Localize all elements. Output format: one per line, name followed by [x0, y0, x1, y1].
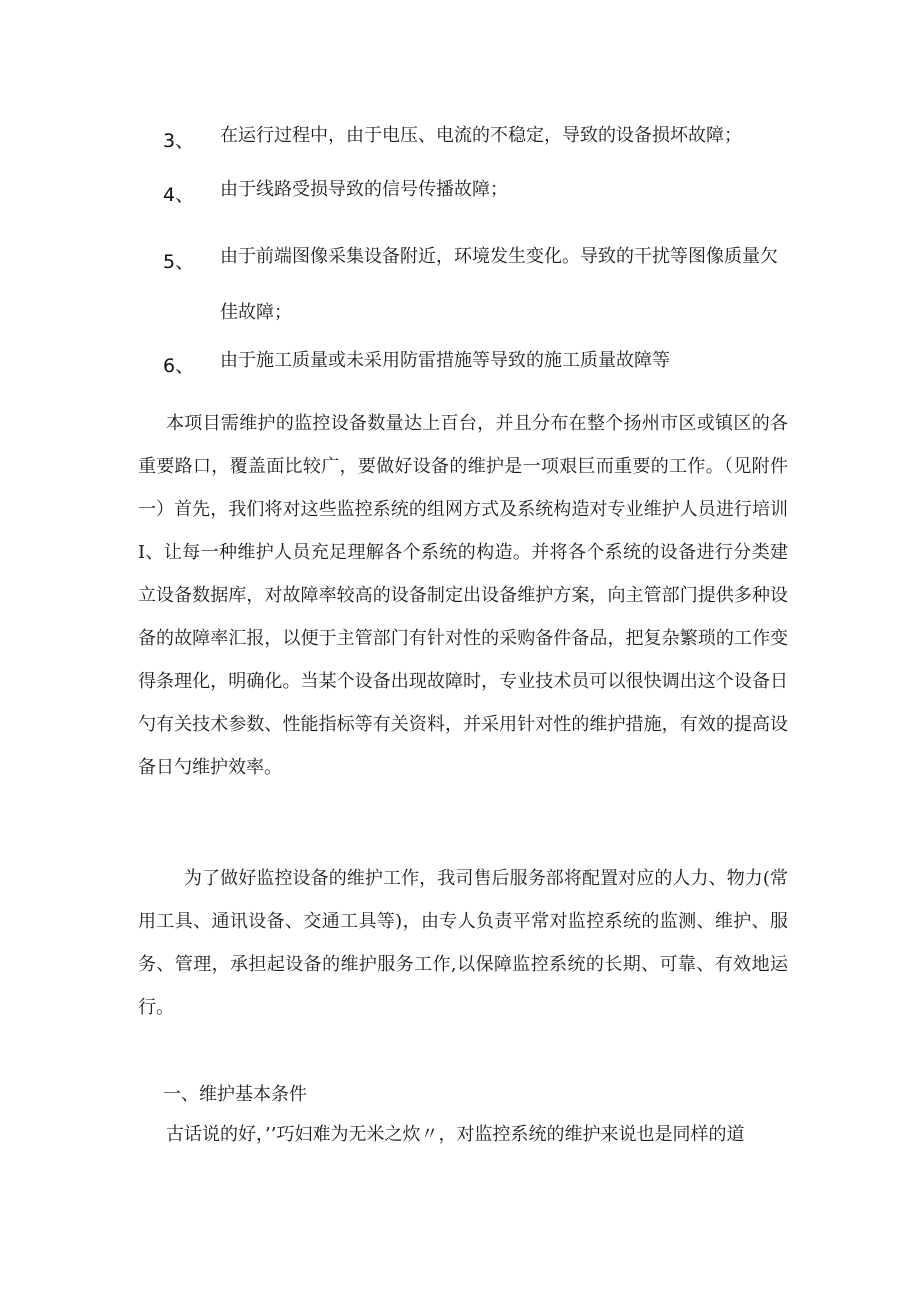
list-text: 在运行过程中，由于电压、电流的不稳定，导致的设备损坏故障；	[220, 125, 742, 146]
list-number: 5、	[163, 251, 195, 273]
list-text: 由于前端图像采集设备附近，环境发生变化。导致的干扰等图像质量欠佳故障；	[220, 246, 778, 323]
list-text: 由于线路受损导致的信号传播故障；	[220, 179, 508, 200]
body-paragraph: 古话说的好，’’巧妇难为无米之炊〃，对监控系统的维护来说也是同样的道	[166, 1124, 745, 1145]
list-number: 3、	[163, 130, 195, 152]
body-paragraph: 为了做好监控设备的维护工作，我司售后服务部将配置对应的人力、物力(常用工具、通讯设备、交通工具等)，由专人负责平常对监控系统的监测、维护、服务、管理，承担起设备的维护服务工作,以保障监控系统的长期、可靠、有效地运行。	[138, 868, 788, 1018]
section-heading: 一、维护基本条件	[163, 1084, 307, 1105]
list-text: 由于施工质量或未采用防雷措施等导致的施工质量故障等	[220, 350, 670, 371]
list-number: 4、	[163, 184, 195, 206]
body-paragraph: 本项目需维护的监控设备数量达上百台，并且分布在整个扬州市区或镇区的各重要路口，覆盖面比较广，要做好设备的维护是一项艰巨而重要的工作。（见附件一）首先，我们将对这些监控系统的组网方式及系统构造对专业维护人员进行培训I、让每一种维护人员充足理解各个系统的构造。并将各个系统的设备进行分类建立设备数据库，对故障率较高的设备制定出设备维护方案，向主管部门提供多种设备的故障率汇报，以便于主管部门有针对性的采购备件备品，把复杂繁琐的工作变得条理化，明确化。当某个设备出现故障时，专业技术员可以很快调出这个设备日勺有关技术参数、性能指标等有关资料，并采用针对性的维护措施，有效的提高设备日勺维护效率。	[138, 413, 788, 778]
list-number: 6、	[163, 355, 195, 377]
